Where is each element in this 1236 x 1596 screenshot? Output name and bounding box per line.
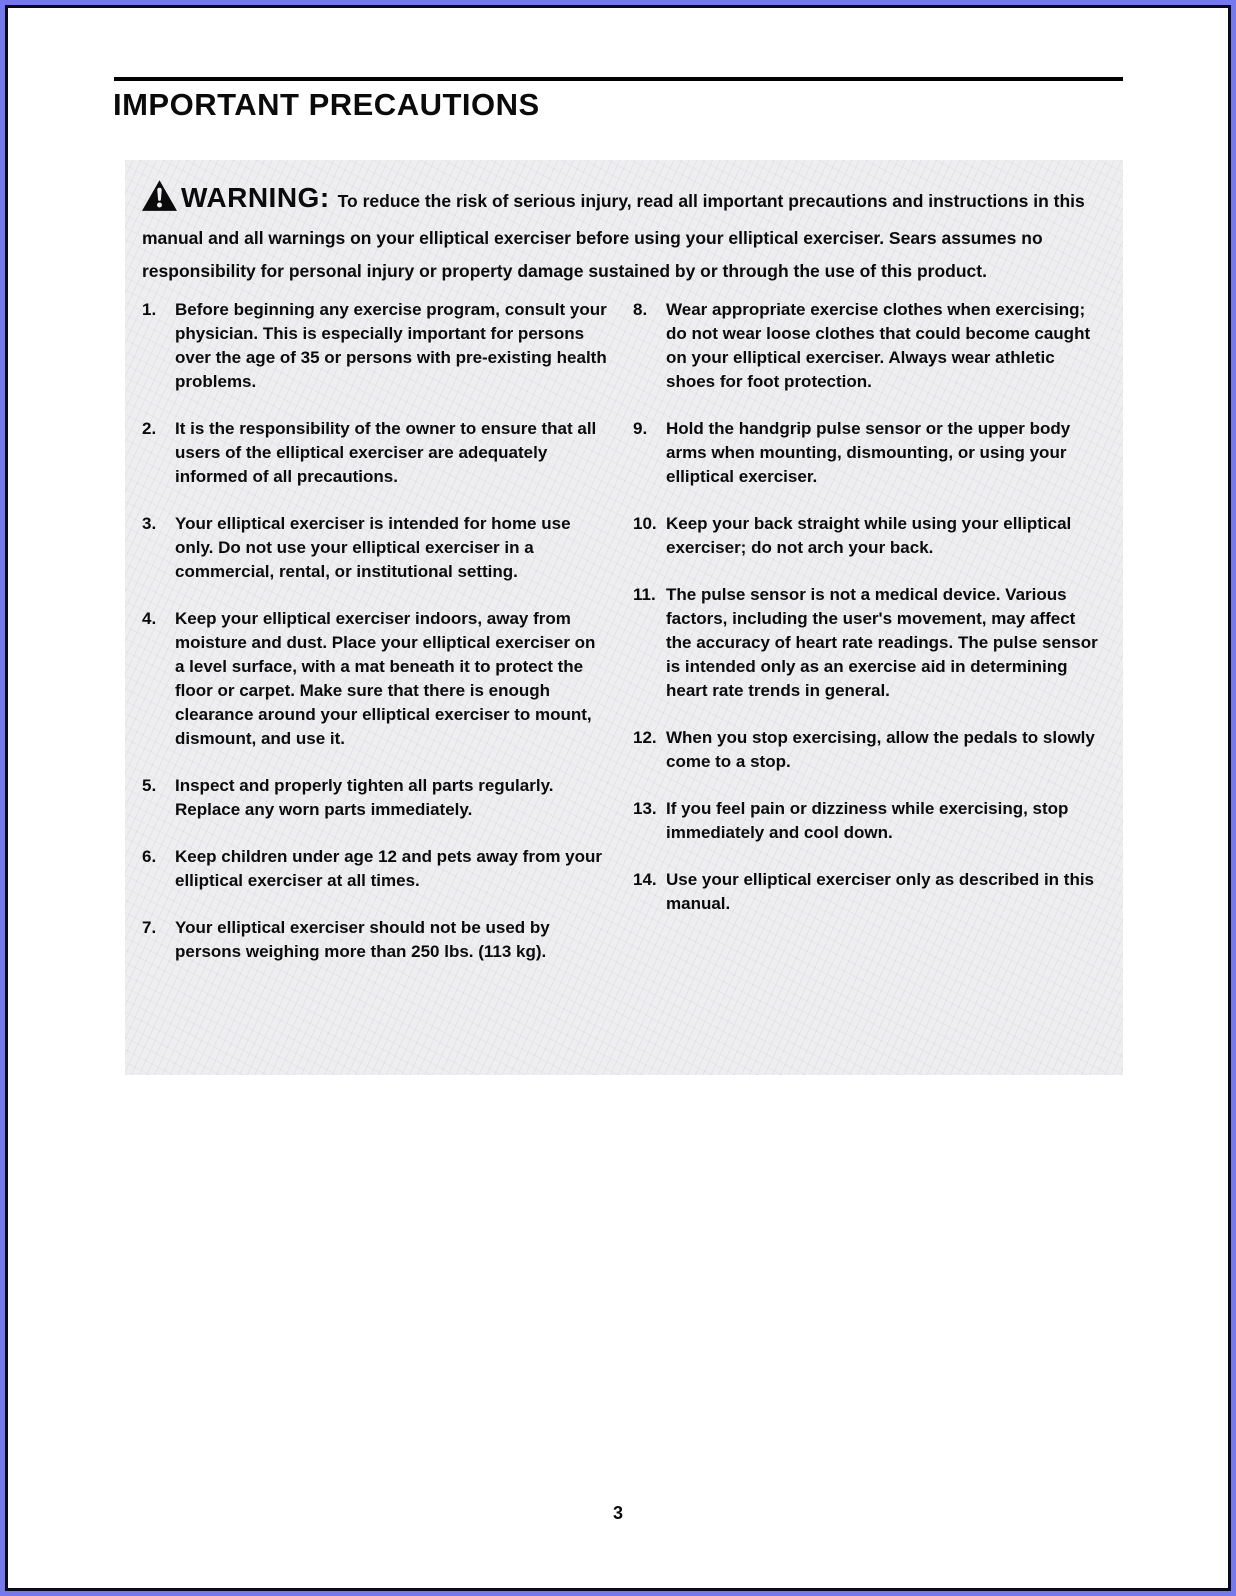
precaution-text: If you feel pain or dizziness while exercising, stop immediately and cool down.	[666, 799, 1069, 842]
precaution-text: Your elliptical exerciser is intended for home use only. Do not use your elliptical exerciser in a commercial, rental, or institutional setting.	[175, 514, 571, 581]
precaution-text: Use your elliptical exerciser only as described in this manual.	[666, 870, 1095, 913]
page-title: IMPORTANT PRECAUTIONS	[113, 87, 540, 122]
page-number: 3	[612, 1503, 623, 1523]
precaution-item-8	[633, 298, 1100, 394]
warning-label: WARNING:	[181, 182, 330, 213]
precaution-number: 10.	[633, 514, 657, 533]
precaution-item-1	[142, 298, 609, 394]
precaution-text: It is the responsibility of the owner to ensure that all users of the elliptical exerciser are adequately informed of all precautions.	[175, 419, 597, 486]
precaution-number: 13.	[633, 799, 657, 818]
precaution-number: 12.	[633, 728, 657, 747]
precautions-right-column	[633, 298, 1100, 987]
precaution-number: 14.	[633, 870, 657, 889]
warning-paragraph	[142, 180, 1101, 288]
precaution-text: Keep your back straight while using your elliptical exerciser; do not arch your back.	[666, 514, 1072, 557]
precautions-left-column	[142, 298, 609, 987]
precaution-text: Keep children under age 12 and pets away from your elliptical exerciser at all times.	[175, 847, 603, 890]
precaution-number: 7.	[142, 918, 157, 937]
precaution-item-4	[142, 607, 609, 751]
precautions-columns	[142, 298, 1101, 987]
precaution-number: 3.	[142, 514, 157, 533]
warning-triangle-icon	[142, 180, 177, 222]
precaution-item-7	[142, 916, 609, 964]
precaution-number: 4.	[142, 609, 157, 628]
precaution-number: 8.	[633, 300, 648, 319]
precaution-item-3	[142, 512, 609, 584]
title-rule	[114, 77, 1123, 81]
precaution-number: 11.	[633, 585, 656, 604]
precaution-item-13	[633, 797, 1100, 845]
warning-text: To reduce the risk of serious injury, read all important precautions and instructions in this manual and all warnings on your elliptical exerciser before using your elliptical exerciser. Sears assumes no responsibility for personal injury or property damage sustained by or through the use of this product.	[142, 191, 1085, 281]
precaution-item-10	[633, 512, 1100, 560]
precaution-number: 5.	[142, 776, 157, 795]
precaution-number: 1.	[142, 300, 157, 319]
precaution-item-2	[142, 417, 609, 489]
precaution-text: Before beginning any exercise program, consult your physician. This is especially important for persons over the age of 35 or persons with pre-existing health problems.	[175, 300, 607, 391]
precaution-item-5	[142, 774, 609, 822]
precaution-text: When you stop exercising, allow the pedals to slowly come to a stop.	[666, 728, 1095, 771]
precaution-text: Keep your elliptical exerciser indoors, away from moisture and dust. Place your elliptical exerciser on a level surface, with a mat beneath it to protect the floor or carpet. Make sure that there is enough clearance around your elliptical exerciser to mount, dismount, and use it.	[175, 609, 596, 748]
precaution-item-14	[633, 868, 1100, 916]
precaution-item-11	[633, 583, 1100, 703]
precaution-item-6	[142, 845, 609, 893]
precaution-item-9	[633, 417, 1100, 489]
precaution-text: Your elliptical exerciser should not be used by persons weighing more than 250 lbs. (113 kg).	[175, 918, 550, 961]
warning-box	[125, 160, 1123, 1075]
precaution-item-12	[633, 726, 1100, 774]
precaution-text: Hold the handgrip pulse sensor or the upper body arms when mounting, dismounting, or using your elliptical exerciser.	[666, 419, 1071, 486]
precaution-text: The pulse sensor is not a medical device. Various factors, including the user's movement, may affect the accuracy of heart rate readings. The pulse sensor is intended only as an exercise aid in determining heart rate trends in general.	[666, 585, 1098, 700]
precaution-number: 9.	[633, 419, 648, 438]
precaution-text: Wear appropriate exercise clothes when exercising; do not wear loose clothes that could become caught on your elliptical exerciser. Always wear athletic shoes for foot protection.	[666, 300, 1091, 391]
precaution-number: 2.	[142, 419, 157, 438]
precaution-number: 6.	[142, 847, 157, 866]
precaution-text: Inspect and properly tighten all parts regularly. Replace any worn parts immediately.	[175, 776, 554, 819]
